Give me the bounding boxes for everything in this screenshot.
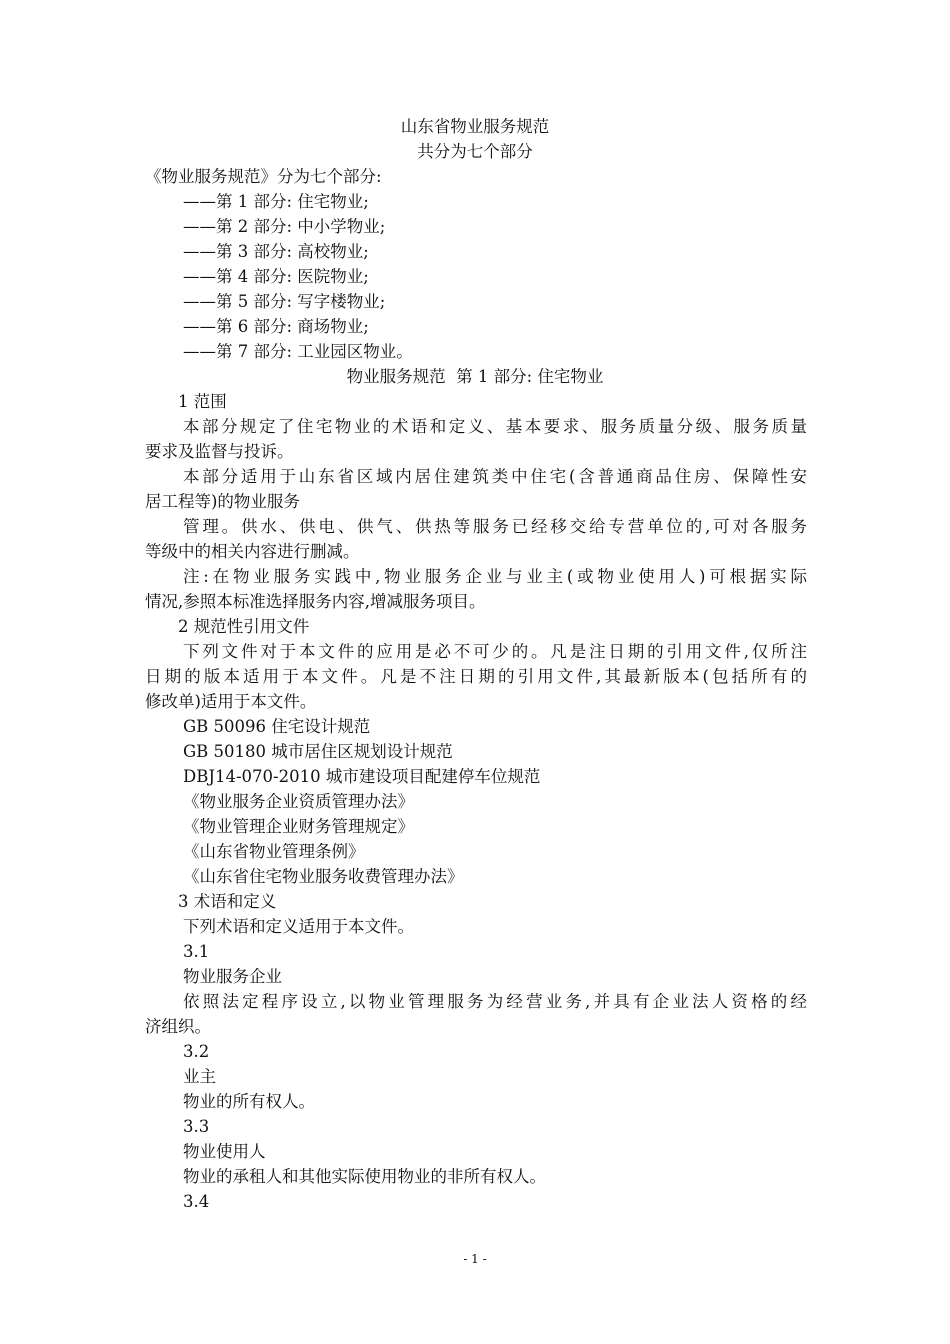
term-number: 3.3 — [183, 1117, 210, 1136]
reference-item: GB 50096 住宅设计规范 — [183, 717, 371, 736]
paragraph-line: 等级中的相关内容进行删减。 — [145, 542, 360, 561]
paragraph-line: 本部分适用于山东省区域内居住建筑类中住宅(含普通商品住房、保障性安 — [183, 467, 807, 486]
part-item: ——第 4 部分: 医院物业; — [183, 267, 369, 286]
part-item: ——第 7 部分: 工业园区物业。 — [183, 342, 413, 361]
page-number: - 1 - — [463, 1252, 487, 1266]
paragraph-line: 下列文件对于本文件的应用是必不可少的。凡是注日期的引用文件,仅所注 — [183, 642, 807, 661]
section-heading: 1 范围 — [178, 392, 227, 411]
note-line: 情况,参照本标准选择服务内容,增减服务项目。 — [145, 592, 486, 611]
reference-item: 《物业服务企业资质管理办法》 — [183, 792, 414, 811]
part-item: ——第 3 部分: 高校物业; — [183, 242, 369, 261]
term-definition: 物业的承租人和其他实际使用物业的非所有权人。 — [183, 1167, 546, 1186]
term-number: 3.2 — [183, 1042, 210, 1061]
paragraph-line: 日期的版本适用于本文件。凡是不注日期的引用文件,其最新版本(包括所有的 — [145, 667, 807, 686]
part-item: ——第 5 部分: 写字楼物业; — [183, 292, 386, 311]
paragraph-line: 管理。供水、供电、供气、供热等服务已经移交给专营单位的,可对各服务 — [183, 517, 807, 536]
reference-item: GB 50180 城市居住区规划设计规范 — [183, 742, 453, 761]
part-item: ——第 1 部分: 住宅物业; — [183, 192, 369, 211]
paragraph-line: 修改单)适用于本文件。 — [145, 692, 317, 711]
part-item: ——第 2 部分: 中小学物业; — [183, 217, 386, 236]
reference-item: 《山东省住宅物业服务收费管理办法》 — [183, 867, 464, 886]
reference-item: 《山东省物业管理条例》 — [183, 842, 365, 861]
reference-item: 《物业管理企业财务管理规定》 — [183, 817, 414, 836]
term-name: 业主 — [183, 1067, 216, 1086]
term-number: 3.1 — [183, 942, 210, 961]
section-heading: 3 术语和定义 — [178, 892, 277, 911]
term-definition: 物业的所有权人。 — [183, 1092, 315, 1111]
part1-heading: 物业服务规范 第 1 部分: 住宅物业 — [346, 367, 604, 386]
paragraph-line: 要求及监督与投诉。 — [145, 442, 294, 461]
term-name: 物业使用人 — [183, 1142, 266, 1161]
term-definition: 济组织。 — [145, 1017, 211, 1036]
paragraph-line: 居工程等)的物业服务 — [145, 492, 300, 511]
paragraph-line: 下列术语和定义适用于本文件。 — [183, 917, 414, 936]
reference-item: DBJ14-070-2010 城市建设项目配建停车位规范 — [183, 767, 541, 786]
parts-intro: 《物业服务规范》分为七个部分: — [145, 167, 382, 186]
doc-title: 山东省物业服务规范 — [400, 117, 550, 136]
section-heading: 2 规范性引用文件 — [178, 617, 310, 636]
paragraph-line: 本部分规定了住宅物业的术语和定义、基本要求、服务质量分级、服务质量 — [183, 417, 807, 436]
term-name: 物业服务企业 — [183, 967, 282, 986]
note-line: 注:在物业服务实践中,物业服务企业与业主(或物业使用人)可根据实际 — [183, 567, 807, 586]
term-definition: 依照法定程序设立,以物业管理服务为经营业务,并具有企业法人资格的经 — [183, 992, 807, 1011]
doc-subtitle: 共分为七个部分 — [417, 142, 533, 161]
term-number: 3.4 — [183, 1192, 210, 1211]
part-item: ——第 6 部分: 商场物业; — [183, 317, 369, 336]
